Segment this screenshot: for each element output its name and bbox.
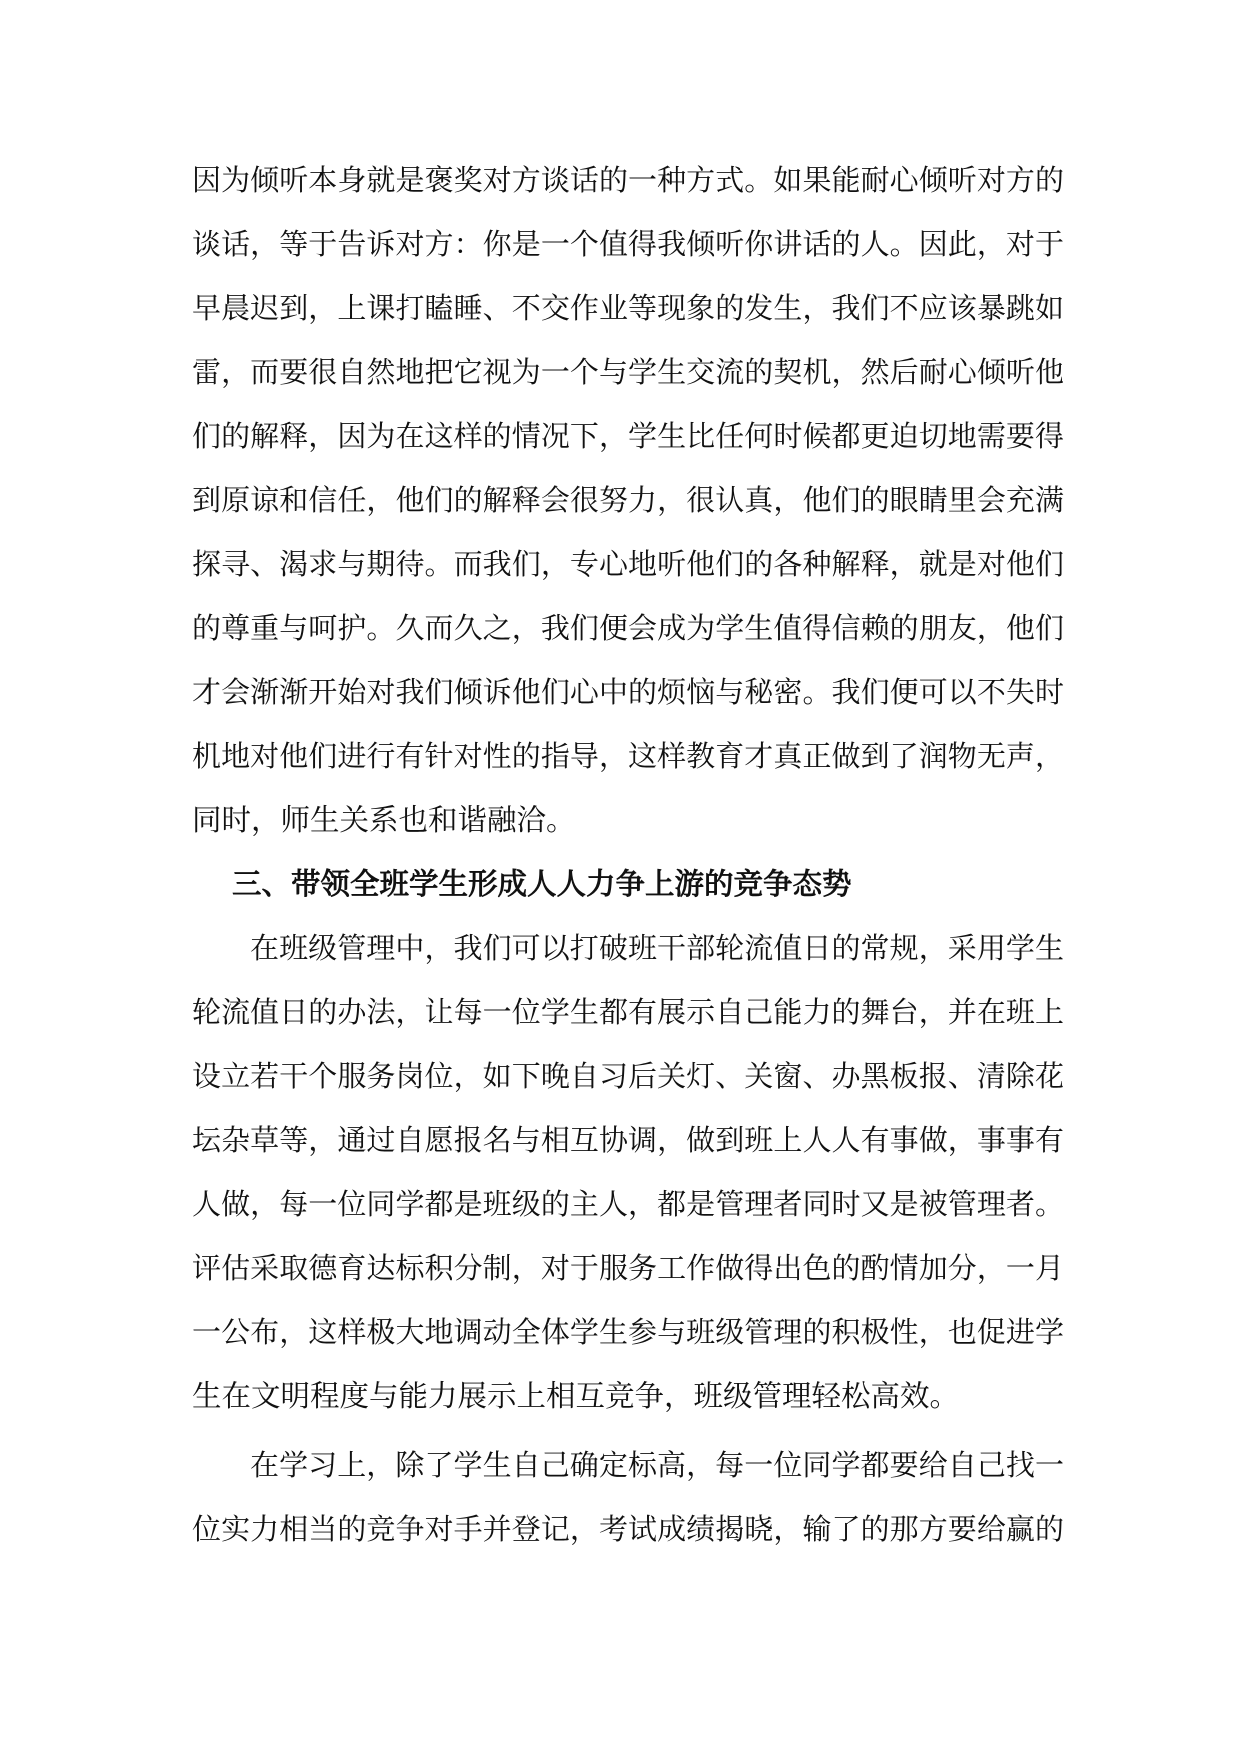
paragraph-1-line: 雷，而要很自然地把它视为一个与学生交流的契机，然后耐心倾听他 xyxy=(192,355,1064,389)
paragraph-1-line: 同时，师生关系也和谐融洽。 xyxy=(192,803,576,837)
paragraph-1-line: 谈话，等于告诉对方：你是一个值得我倾听你讲话的人。因此，对于 xyxy=(192,227,1064,261)
paragraph-1-line: 们的解释，因为在这样的情况下，学生比任何时候都更迫切地需要得 xyxy=(192,419,1064,453)
paragraph-1-line: 因为倾听本身就是褒奖对方谈话的一种方式。如果能耐心倾听对方的 xyxy=(192,163,1064,197)
paragraph-1-line: 的尊重与呵护。久而久之，我们便会成为学生值得信赖的朋友，他们 xyxy=(192,611,1064,645)
paragraph-1-line: 探寻、渴求与期待。而我们，专心地听他们的各种解释，就是对他们 xyxy=(192,547,1064,581)
paragraph-1-line: 才会渐渐开始对我们倾诉他们心中的烦恼与秘密。我们便可以不失时 xyxy=(192,675,1064,709)
paragraph-2-line: 设立若干个服务岗位，如下晚自习后关灯、关窗、办黑板报、清除花 xyxy=(192,1059,1064,1093)
paragraph-1-line: 到原谅和信任，他们的解释会很努力，很认真，他们的眼睛里会充满 xyxy=(192,483,1064,517)
paragraph-1-line: 机地对他们进行有针对性的指导，这样教育才真正做到了润物无声， xyxy=(192,739,1064,773)
paragraph-2-line: 一公布，这样极大地调动全体学生参与班级管理的积极性，也促进学 xyxy=(192,1315,1064,1349)
paragraph-2-line: 生在文明程度与能力展示上相互竞争，班级管理轻松高效。 xyxy=(192,1379,960,1413)
paragraph-2-line: 人做，每一位同学都是班级的主人，都是管理者同时又是被管理者。 xyxy=(192,1187,1064,1221)
paragraph-2-line: 坛杂草等，通过自愿报名与相互协调，做到班上人人有事做，事事有 xyxy=(192,1123,1064,1157)
paragraph-2-line: 在班级管理中，我们可以打破班干部轮流值日的常规，采用学生 xyxy=(250,931,1064,965)
paragraph-3-line: 位实力相当的竞争对手并登记，考试成绩揭晓，输了的那方要给赢的 xyxy=(192,1512,1064,1546)
paragraph-2-line: 评估采取德育达标积分制，对于服务工作做得出色的酌情加分，一月 xyxy=(192,1251,1064,1285)
paragraph-2-line: 轮流值日的办法，让每一位学生都有展示自己能力的舞台，并在班上 xyxy=(192,995,1064,1029)
paragraph-1-line: 早晨迟到，上课打瞌睡、不交作业等现象的发生，我们不应该暴跳如 xyxy=(192,291,1064,325)
paragraph-3-line: 在学习上，除了学生自己确定标高，每一位同学都要给自己找一 xyxy=(250,1448,1064,1482)
section-heading: 三、带领全班学生形成人人力争上游的竞争态势 xyxy=(232,866,852,901)
